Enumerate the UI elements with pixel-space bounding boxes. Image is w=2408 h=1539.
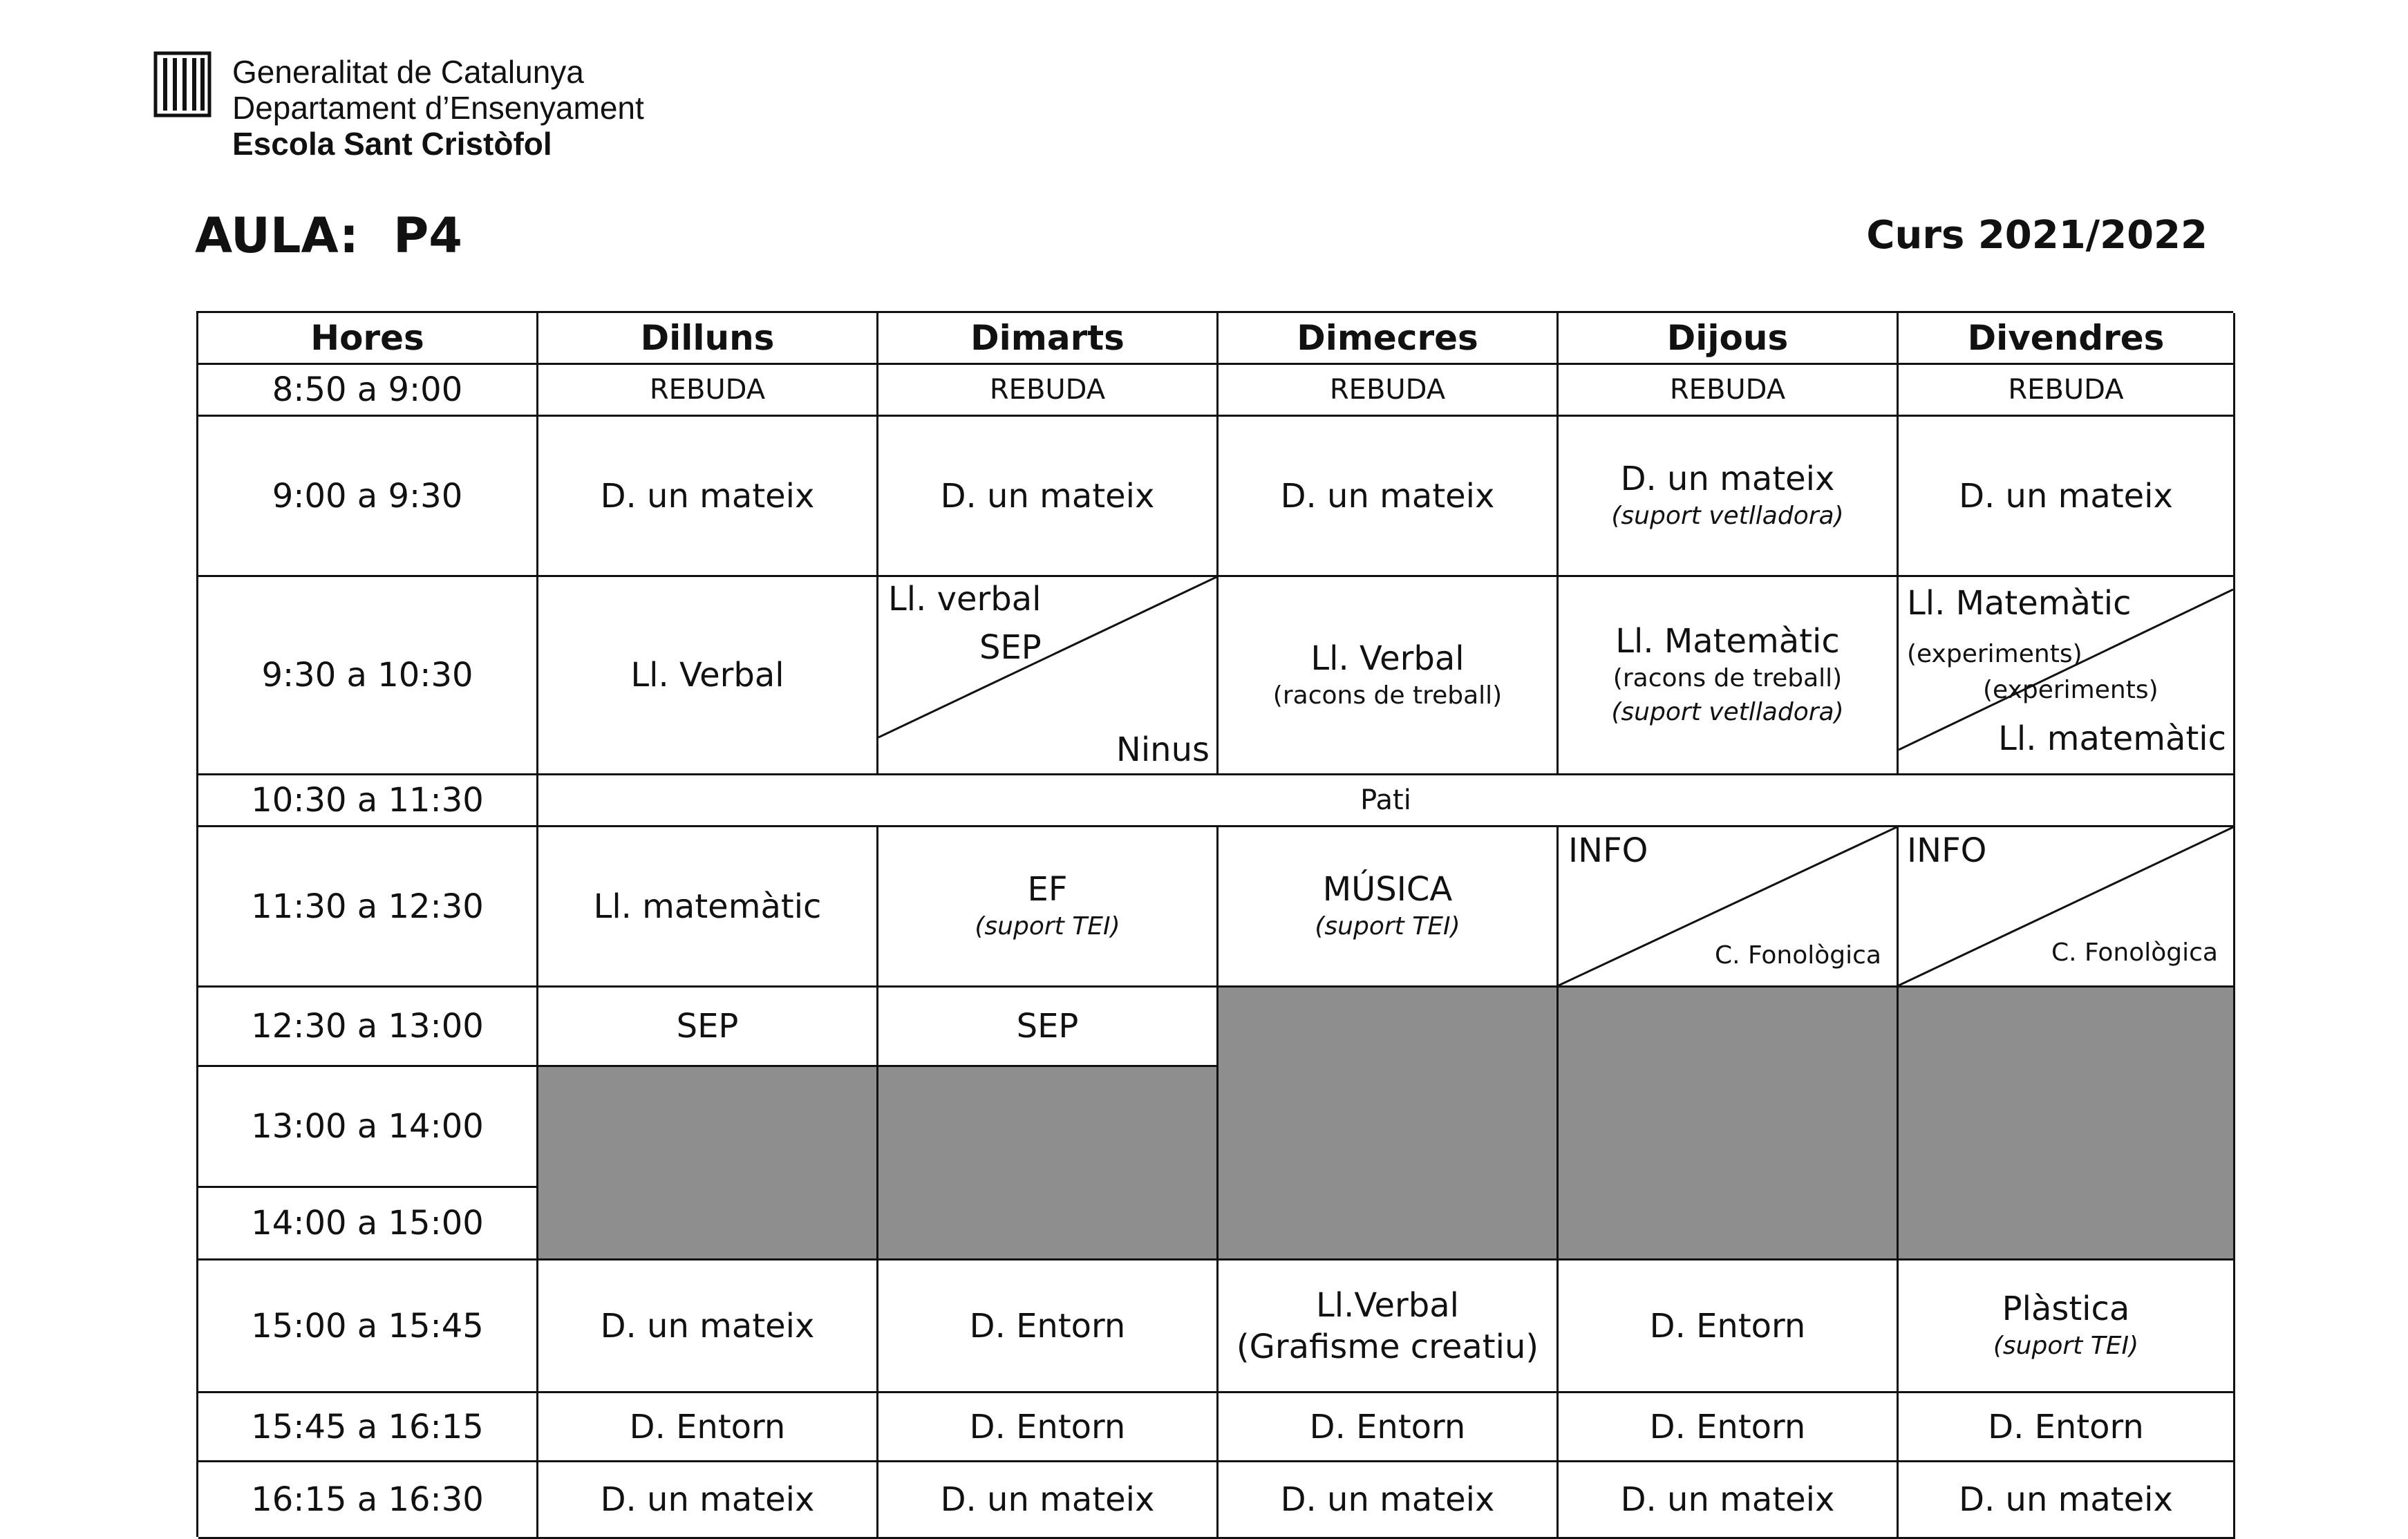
subject: MÚSICA bbox=[1322, 870, 1453, 909]
schedule-cell bbox=[1219, 827, 1559, 988]
generalitat-coat-of-arms-icon bbox=[153, 51, 211, 117]
subject-mid: SEP bbox=[979, 628, 1042, 667]
school-year: Curs 2021/2022 bbox=[1866, 213, 2208, 258]
subject-note: (racons de treball) bbox=[1612, 664, 1843, 693]
header-tuesday: Dimarts bbox=[878, 313, 1219, 365]
support-note: (suport vetlladora) bbox=[1611, 502, 1844, 531]
subject: Ll. Verbal bbox=[1310, 639, 1465, 678]
time-slot: 11:30 a 12:30 bbox=[198, 827, 538, 988]
schedule-cell: REBUDA bbox=[538, 365, 878, 417]
time-slot: 15:45 a 16:15 bbox=[198, 1393, 538, 1462]
schedule-cell: D. un mateix bbox=[1559, 1462, 1899, 1539]
subject-note: (experiments) bbox=[1983, 676, 2158, 704]
subject-bottom: C. Fonològica bbox=[2051, 938, 2218, 967]
schedule-cell: SEP bbox=[878, 988, 1219, 1067]
schedule-cell: D. un mateix bbox=[538, 1261, 878, 1393]
schedule-cell: D. un mateix bbox=[1899, 1462, 2235, 1539]
break-cell: Pati bbox=[538, 775, 2235, 827]
split-cell bbox=[1899, 577, 2235, 775]
schedule-cell: REBUDA bbox=[1559, 365, 1899, 417]
empty-shaded-cell bbox=[538, 1067, 878, 1261]
header-thursday: Dijous bbox=[1559, 313, 1899, 365]
schedule-cell: D. un mateix bbox=[538, 417, 878, 577]
empty-shaded-cell bbox=[878, 1067, 1219, 1261]
schedule-cell bbox=[1559, 577, 1899, 775]
schedule-cell: D. Entorn bbox=[878, 1393, 1219, 1462]
schedule-cell bbox=[878, 827, 1219, 988]
subject-note: (experiments) bbox=[1907, 640, 2082, 668]
institution-name bbox=[232, 54, 644, 162]
schedule-cell: D. un mateix bbox=[538, 1462, 878, 1539]
classroom-value: P4 bbox=[393, 207, 462, 264]
empty-shaded-cell bbox=[1219, 988, 1559, 1261]
subject-note: (racons de treball) bbox=[1272, 681, 1503, 710]
subject-bottom: Ll. matemàtic bbox=[1998, 719, 2226, 758]
subject-top: INFO bbox=[1907, 831, 1987, 870]
subject: Ll. Matemàtic bbox=[1615, 622, 1840, 661]
time-slot: 9:00 a 9:30 bbox=[198, 417, 538, 577]
subject-bottom: C. Fonològica bbox=[1714, 941, 1881, 970]
split-cell bbox=[878, 577, 1219, 775]
classroom-title bbox=[195, 207, 462, 264]
subject-top: Ll. verbal bbox=[888, 580, 1042, 619]
schedule-cell: D. un mateix bbox=[878, 417, 1219, 577]
empty-shaded-cell bbox=[1899, 988, 2235, 1261]
schedule-cell: D. Entorn bbox=[1559, 1393, 1899, 1462]
time-slot: 8:50 a 9:00 bbox=[198, 365, 538, 417]
schedule-cell: D. un mateix bbox=[1219, 417, 1559, 577]
schedule-cell: D. Entorn bbox=[1559, 1261, 1899, 1393]
time-slot: 9:30 a 10:30 bbox=[198, 577, 538, 775]
subject: Plàstica bbox=[2002, 1290, 2130, 1329]
header-friday: Divendres bbox=[1899, 313, 2235, 365]
timetable bbox=[196, 311, 2233, 1537]
schedule-cell: REBUDA bbox=[1219, 365, 1559, 417]
institution-header bbox=[153, 50, 775, 167]
subject-bottom: Ninus bbox=[1116, 730, 1210, 769]
time-slot: 12:30 a 13:00 bbox=[198, 988, 538, 1067]
schedule-cell: REBUDA bbox=[878, 365, 1219, 417]
empty-shaded-cell bbox=[1559, 988, 1899, 1261]
header-hours: Hores bbox=[198, 313, 538, 365]
time-slot: 13:00 a 14:00 bbox=[198, 1067, 538, 1188]
classroom-label: AULA: bbox=[195, 207, 359, 264]
support-note: (suport TEI) bbox=[1993, 1332, 2139, 1361]
department-line: Departament d’Ensenyament bbox=[232, 90, 644, 126]
split-cell bbox=[1899, 827, 2235, 988]
support-note: (suport TEI) bbox=[1315, 912, 1460, 941]
generalitat-line: Generalitat de Catalunya bbox=[232, 54, 584, 90]
schedule-cell: D. un mateix bbox=[1899, 417, 2235, 577]
subject: Ll.Verbal bbox=[1316, 1285, 1459, 1325]
schedule-cell: D. Entorn bbox=[538, 1393, 878, 1462]
schedule-cell bbox=[1899, 1261, 2235, 1393]
header-wednesday: Dimecres bbox=[1219, 313, 1559, 365]
schedule-cell: SEP bbox=[538, 988, 878, 1067]
schedule-cell: D. Entorn bbox=[1899, 1393, 2235, 1462]
schedule-cell bbox=[1219, 577, 1559, 775]
schedule-cell: D. Entorn bbox=[878, 1261, 1219, 1393]
subject-top: INFO bbox=[1568, 831, 1648, 870]
schedule-cell bbox=[1559, 417, 1899, 577]
schedule-cell bbox=[1219, 1261, 1559, 1393]
time-slot: 10:30 a 11:30 bbox=[198, 775, 538, 827]
subject: D. un mateix bbox=[1620, 460, 1835, 499]
support-note: (suport vetlladora) bbox=[1611, 698, 1844, 726]
subject-top: Ll. Matemàtic bbox=[1907, 584, 2132, 623]
time-slot: 14:00 a 15:00 bbox=[198, 1188, 538, 1261]
schedule-cell: REBUDA bbox=[1899, 365, 2235, 417]
schedule-cell: D. Entorn bbox=[1219, 1393, 1559, 1462]
time-slot: 15:00 a 15:45 bbox=[198, 1261, 538, 1393]
school-name: Escola Sant Cristòfol bbox=[232, 126, 552, 162]
schedule-cell: Ll. matemàtic bbox=[538, 827, 878, 988]
split-cell bbox=[1559, 827, 1899, 988]
header-monday: Dilluns bbox=[538, 313, 878, 365]
schedule-cell: D. un mateix bbox=[878, 1462, 1219, 1539]
support-note: (suport TEI) bbox=[975, 912, 1120, 941]
subject: EF bbox=[1027, 870, 1068, 909]
schedule-cell: D. un mateix bbox=[1219, 1462, 1559, 1539]
time-slot: 16:15 a 16:30 bbox=[198, 1462, 538, 1539]
schedule-cell: Ll. Verbal bbox=[538, 577, 878, 775]
subject-detail: (Grafisme creatiu) bbox=[1236, 1327, 1539, 1366]
